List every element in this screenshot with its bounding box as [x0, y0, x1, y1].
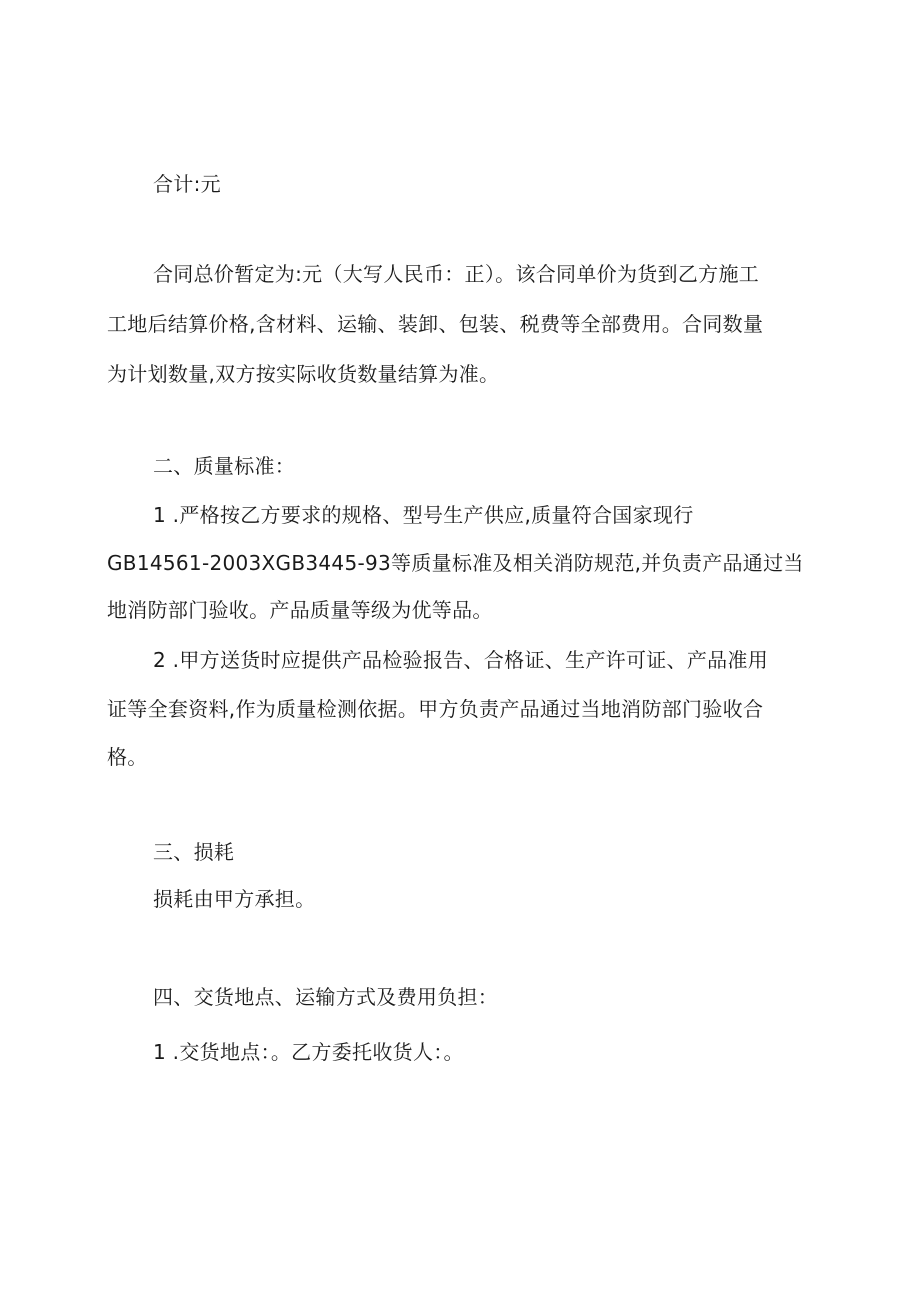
- quality-item-1-line-3: 地消防部门验收。产品质量等级为优等品。: [107, 598, 493, 622]
- quality-item-2-line-2: 证等全套资料,作为质量检测依据。甲方负责产品通过当地消防部门验收合: [107, 697, 764, 721]
- section-heading-delivery: 四、交货地点、运输方式及费用负担：: [153, 985, 499, 1009]
- total-line: 合计:元: [153, 172, 221, 196]
- quality-item-1-line-1: 1 .严格按乙方要求的规格、型号生产供应,质量符合国家现行: [153, 503, 694, 527]
- loss-text: 损耗由甲方承担。: [153, 887, 316, 911]
- quality-item-1-line-2: GB14561-2003XGB3445-93等质量标准及相关消防规范,并负责产品通过当: [107, 551, 804, 575]
- section-heading-loss: 三、损耗: [153, 840, 235, 864]
- contract-price-line-1: 合同总价暂定为:元（大写人民币：正）。该合同单价为货到乙方施工: [153, 262, 760, 286]
- delivery-item-1: 1 .交货地点：。乙方委托收货人：。: [153, 1040, 464, 1064]
- quality-item-2-line-1: 2 .甲方送货时应提供产品检验报告、合格证、生产许可证、产品准用: [153, 648, 769, 672]
- section-heading-quality: 二、质量标准：: [153, 454, 296, 478]
- contract-price-line-2: 工地后结算价格,含材料、运输、装卸、包装、税费等全部费用。合同数量: [107, 312, 764, 336]
- quality-item-2-line-3: 格。: [107, 745, 148, 769]
- contract-price-line-3: 为计划数量,双方按实际收货数量结算为准。: [107, 362, 500, 386]
